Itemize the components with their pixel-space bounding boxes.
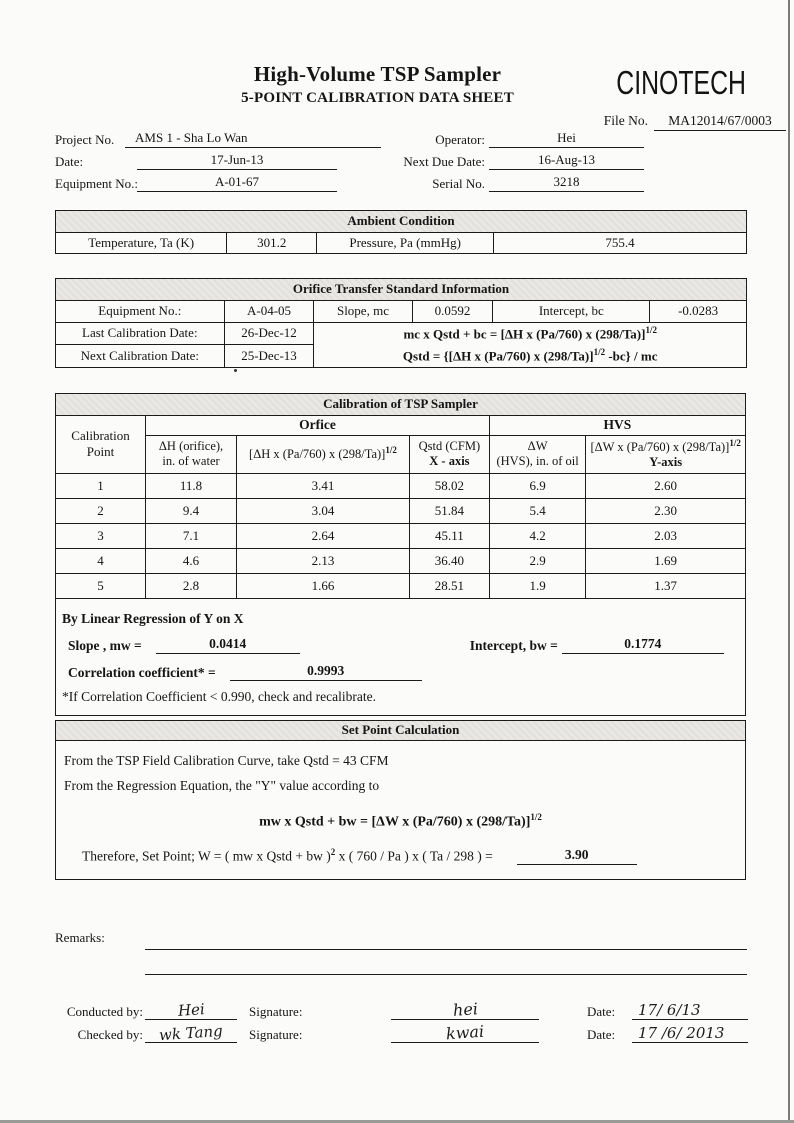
title-block [150, 62, 605, 107]
table-row [56, 301, 747, 322]
table-row [56, 498, 745, 523]
table-row [56, 322, 747, 345]
regression-slope-row [60, 636, 741, 654]
hvs-calc-value: 2.30 [586, 498, 745, 523]
qstd-value: 58.02 [409, 473, 489, 498]
cal-point: 3 [56, 523, 146, 548]
dh-value: 7.1 [146, 523, 237, 548]
project-no-value: AMS 1 - Sha Lo Wan [125, 130, 381, 148]
orifice-calc-value: 2.64 [237, 523, 410, 548]
remarks-lines [145, 928, 747, 975]
slope-mw-value: 0.0414 [156, 636, 300, 654]
next-cal-value: 25-Dec-13 [224, 345, 314, 368]
regression-section [56, 599, 745, 715]
col-dw-line2: (HVS), in. of oil [496, 454, 579, 469]
std-formulas-cell [314, 322, 747, 367]
signature-label: Signature: [249, 1003, 303, 1019]
col-qstd [409, 435, 489, 473]
formula-sup: 1/2 [385, 445, 397, 456]
date-label: Date: [55, 154, 84, 169]
orifice-standard-table [55, 301, 747, 367]
info-section [0, 127, 794, 192]
col-dh-orifice [146, 435, 237, 473]
pressure-value: 755.4 [494, 233, 747, 254]
handwritten-date: 17 /6/ 2013 [638, 1023, 725, 1042]
hvs-calc-value: 1.69 [586, 548, 745, 573]
remarks-label: Remarks: [55, 929, 105, 945]
std-formula-1 [317, 325, 743, 343]
handwritten-name: Hei [177, 999, 205, 1020]
intercept-bc-label: Intercept, bc [493, 301, 650, 322]
formula-tail: -bc} / mc [605, 348, 658, 364]
equipment-no-label: Equipment No.: [55, 176, 139, 191]
regression-corr-row [60, 663, 741, 681]
table-row [56, 416, 745, 435]
set-point-body [56, 741, 745, 879]
operator-label: Operator: [435, 132, 485, 147]
remarks-line-1 [145, 928, 747, 950]
orifice-calc-value: 2.13 [237, 548, 410, 573]
checked-by-label: Checked by: [77, 1026, 143, 1042]
table-row [56, 548, 745, 573]
table-row [56, 573, 745, 598]
handwritten-signature: kwai [445, 1021, 485, 1043]
conducted-signature [391, 1000, 539, 1020]
result-sup: 2 [330, 847, 336, 858]
conducted-date [632, 1001, 748, 1020]
qstd-value: 45.11 [409, 523, 489, 548]
orifice-standard-header: Orifice Transfer Standard Information [55, 278, 747, 301]
last-cal-label: Last Calibration Date: [56, 322, 225, 345]
slope-mw-label: Slope , mw = [68, 637, 142, 653]
result-base: Therefore, Set Point; W = ( mw x Qstd + bw ) [82, 848, 331, 864]
page-title: High-Volume TSP Sampler [253, 62, 502, 86]
cal-point: 2 [56, 498, 146, 523]
cal-point: 4 [56, 548, 146, 573]
handwritten-date: 17/ 6/13 [638, 1000, 701, 1019]
checked-by-row [0, 1020, 794, 1043]
qstd-value: 51.84 [409, 498, 489, 523]
table-row [56, 233, 747, 254]
hvs-calc-value: 1.37 [586, 573, 745, 598]
formula-sup: 1/2 [645, 324, 657, 335]
handwritten-name: wk Tang [158, 1021, 224, 1044]
dh-value: 11.8 [146, 473, 237, 498]
checked-date [632, 1024, 748, 1043]
hvs-calc-value: 2.60 [586, 473, 745, 498]
formula-base: [ΔH x (Pa/760) x (298/Ta)] [249, 447, 386, 462]
formula-base: mw x Qstd + bw = [ΔW x (Pa/760) x (298/Ta)] [259, 814, 531, 830]
calibration-table [56, 416, 745, 599]
header [0, 0, 794, 107]
date-value: 17-Jun-13 [137, 152, 337, 170]
handwritten-signature: hei [451, 998, 479, 1020]
std-equipment-label: Equipment No.: [56, 301, 225, 322]
ambient-condition-table [55, 233, 747, 254]
set-point-result-row [62, 847, 739, 865]
pressure-label: Pressure, Pa (mmHg) [317, 233, 494, 254]
col-point-line1: Calibration [71, 428, 130, 444]
scan-dot-artifact [234, 369, 237, 372]
checked-by-name [145, 1021, 237, 1044]
cinotech-logo: CINOTECH [616, 64, 746, 102]
correlation-value: 0.9993 [230, 663, 422, 681]
formula-sup: 1/2 [729, 437, 741, 448]
table-row [56, 435, 745, 473]
set-point-section [55, 720, 746, 880]
orifice-calc-value: 3.41 [237, 473, 410, 498]
next-cal-label: Next Calibration Date: [56, 345, 225, 368]
orifice-standard-section [55, 278, 747, 367]
group-hvs: HVS [489, 416, 745, 435]
ambient-condition-section [55, 210, 747, 254]
set-point-header: Set Point Calculation [56, 721, 745, 741]
dh-value: 9.4 [146, 498, 237, 523]
dw-value: 2.9 [489, 548, 585, 573]
info-row-date [0, 149, 794, 170]
dw-value: 4.2 [489, 523, 585, 548]
table-row [56, 523, 745, 548]
slope-mc-value: 0.0592 [412, 301, 493, 322]
date-label: Date: [587, 1026, 616, 1042]
remarks-line-2 [145, 953, 747, 975]
file-no-value: MA12014/67/0003 [654, 113, 786, 131]
set-point-result-value: 3.90 [517, 847, 637, 865]
page-subtitle: 5-POINT CALIBRATION DATA SHEET [241, 90, 514, 106]
orifice-calc-value: 3.04 [237, 498, 410, 523]
conducted-by-row [0, 997, 794, 1020]
serial-no-value: 3218 [489, 174, 644, 192]
set-point-line2: From the Regression Equation, the "Y" value according to [64, 777, 380, 793]
formula-sup: 1/2 [593, 347, 606, 358]
formula-base: mc x Qstd + bc = [ΔH x (Pa/760) x (298/Ta)] [403, 325, 646, 341]
correlation-label: Correlation coefficient* = [68, 664, 216, 680]
hvs-formula-line [589, 438, 742, 456]
col-calibration-point [56, 416, 146, 474]
temperature-label: Temperature, Ta (K) [56, 233, 227, 254]
last-cal-value: 26-Dec-12 [224, 322, 314, 345]
set-point-formula [62, 812, 739, 831]
dw-value: 6.9 [489, 473, 585, 498]
result-tail: x ( 760 / Pa ) x ( Ta / 298 ) = [335, 848, 493, 864]
regression-note: *If Correlation Coefficient < 0.990, check and recalibrate. [62, 688, 376, 704]
col-orifice-formula [237, 435, 410, 473]
regression-title: By Linear Regression of Y on X [62, 610, 244, 626]
col-dh-line1: ΔH (orifice), [158, 438, 224, 453]
temperature-value: 301.2 [227, 233, 317, 254]
set-point-result-label [82, 847, 493, 865]
operator-value: Hei [489, 130, 644, 148]
next-due-label: Next Due Date: [403, 154, 485, 169]
file-no-label: File No. [603, 113, 648, 128]
col-qstd-line1: Qstd (CFM) [418, 438, 481, 453]
qstd-value: 28.51 [409, 573, 489, 598]
formula-base: [ΔW x (Pa/760) x (298/Ta)] [590, 439, 730, 454]
std-equipment-value: A-04-05 [224, 301, 314, 322]
formula-base: Qstd = {[ΔH x (Pa/760) x (298/Ta)] [402, 348, 594, 364]
date-label: Date: [587, 1003, 616, 1019]
serial-group [381, 174, 644, 192]
intercept-bw-label: Intercept, bw = [469, 637, 558, 653]
dw-value: 1.9 [489, 573, 585, 598]
cal-point: 1 [56, 473, 146, 498]
col-dw-hvs [489, 435, 585, 473]
dh-value: 2.8 [146, 573, 237, 598]
set-point-line1: From the TSP Field Calibration Curve, take Qstd = 43 CFM [64, 752, 389, 768]
intercept-bc-value: -0.0283 [650, 301, 747, 322]
col-hvs-formula [586, 435, 745, 473]
dh-value: 4.6 [146, 548, 237, 573]
scan-edge-artifact [788, 0, 790, 1123]
conducted-by-label: Conducted by: [66, 1003, 143, 1019]
dw-value: 5.4 [489, 498, 585, 523]
cal-point: 5 [56, 573, 146, 598]
project-no-label: Project No. [55, 132, 115, 147]
remarks-section [55, 928, 747, 975]
signature-label: Signature: [249, 1026, 303, 1042]
next-due-group [381, 152, 644, 170]
std-formula-2 [317, 347, 743, 365]
slope-mc-label: Slope, mc [314, 301, 412, 322]
qstd-value: 36.40 [409, 548, 489, 573]
operator-group [381, 130, 644, 148]
col-x-axis: X - axis [429, 454, 470, 469]
serial-no-label: Serial No. [432, 176, 485, 191]
file-no [604, 113, 786, 131]
checked-signature [391, 1023, 539, 1043]
group-orifice: Orfice [146, 416, 490, 435]
col-dh-line2: in. of water [162, 454, 220, 469]
col-dw-line1: ΔW [527, 438, 548, 453]
table-row [56, 473, 745, 498]
info-row-equipment [0, 171, 794, 192]
orifice-calc-value: 1.66 [237, 573, 410, 598]
next-due-value: 16-Aug-13 [489, 152, 644, 170]
hvs-calc-value: 2.03 [586, 523, 745, 548]
calibration-header: Calibration of TSP Sampler [56, 394, 745, 416]
col-y-axis: Y-axis [649, 455, 683, 470]
ambient-condition-header: Ambient Condition [55, 210, 747, 233]
conducted-by-name [145, 1001, 237, 1020]
calibration-section [55, 393, 746, 716]
equipment-no-value: A-01-67 [137, 174, 337, 192]
col-point-line2: Point [86, 444, 115, 460]
formula-sup: 1/2 [530, 811, 542, 822]
intercept-bw-value: 0.1774 [562, 636, 724, 654]
